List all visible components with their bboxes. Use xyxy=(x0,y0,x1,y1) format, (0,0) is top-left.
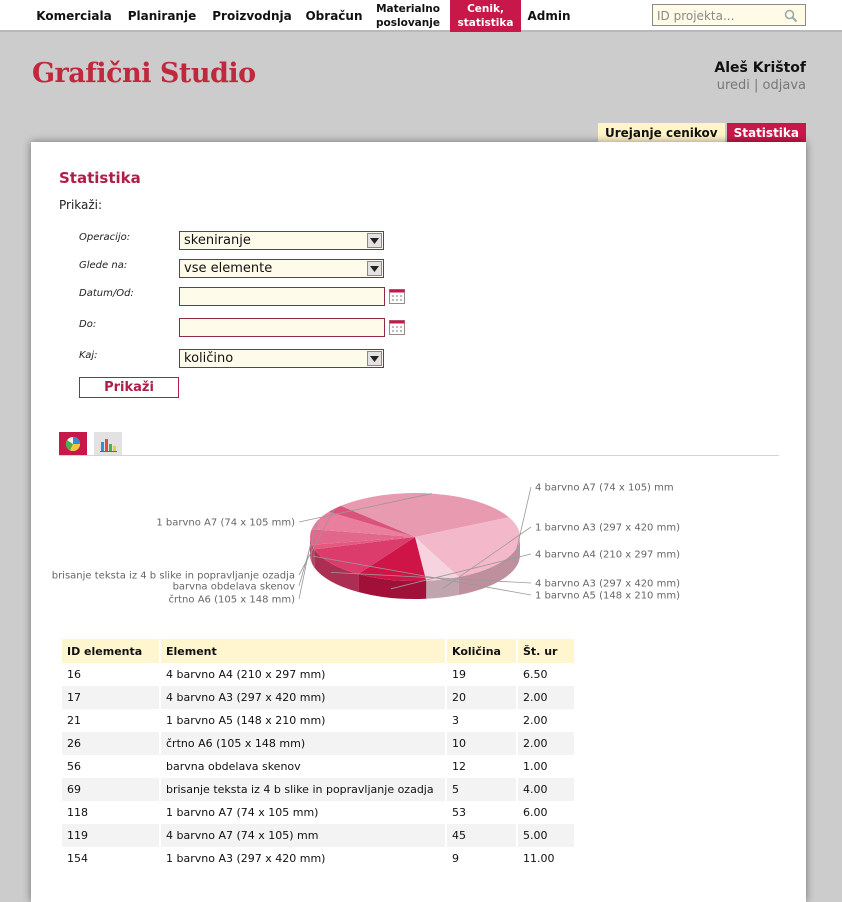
nav-komerciala[interactable]: Komerciala xyxy=(36,9,112,23)
nav-admin[interactable]: Admin xyxy=(527,9,571,23)
cell-hours: 2.00 xyxy=(518,686,574,709)
edit-profile-link[interactable]: uredi xyxy=(716,78,750,93)
cell-hours: 5.00 xyxy=(518,824,574,847)
user-links xyxy=(714,78,806,93)
calendar-icon[interactable] xyxy=(389,288,405,308)
pie-chart-icon xyxy=(64,435,82,453)
bar-chart-tab[interactable] xyxy=(94,432,122,455)
cell-hours: 4.00 xyxy=(518,778,574,801)
cell-quantity: 45 xyxy=(447,824,516,847)
cell-hours: 2.00 xyxy=(523,714,548,727)
table-header-row xyxy=(62,639,574,663)
nav-cenik-line1: Cenik, xyxy=(467,3,504,15)
cell-element: 4 barvno A7 (74 x 105) mm xyxy=(161,824,445,847)
user-box xyxy=(714,60,806,93)
cell-id: 118 xyxy=(67,806,88,819)
what-value: količino xyxy=(184,351,234,366)
bar-chart-icon xyxy=(99,436,117,452)
date-to-label: Do: xyxy=(79,319,97,330)
sub-tabs xyxy=(598,123,806,142)
chevron-down-icon xyxy=(367,261,382,276)
cell-id: 16 xyxy=(67,668,81,681)
pie-label: 1 barvno A5 (148 x 210 mm) xyxy=(535,590,680,602)
what-select[interactable] xyxy=(179,349,384,368)
by-select[interactable] xyxy=(179,259,384,278)
tab-urejanje-cenikov[interactable]: Urejanje cenikov xyxy=(598,123,725,142)
project-search xyxy=(652,4,806,26)
cell-quantity: 12 xyxy=(452,760,466,773)
cell-element: črtno A6 (105 x 148 mm) xyxy=(161,732,445,755)
cell-hours: 6.00 xyxy=(523,806,548,819)
col-element[interactable]: Element xyxy=(161,639,445,663)
pie-label: 4 barvno A4 (210 x 297 mm) xyxy=(535,549,680,561)
table-row xyxy=(62,709,574,732)
pie-label: brisanje teksta iz 4 b slike in popravljanje ozadja xyxy=(51,570,295,582)
cell-id: 154 xyxy=(67,852,88,865)
content-panel xyxy=(31,142,806,902)
calendar-icon[interactable] xyxy=(389,319,405,339)
col-id[interactable]: ID elementa xyxy=(62,639,159,663)
cell-quantity: 20 xyxy=(447,686,516,709)
table-row xyxy=(62,801,574,824)
nav-materialno-poslovanje[interactable] xyxy=(372,0,444,32)
project-id-input[interactable] xyxy=(653,6,777,26)
user-name: Aleš Krištof xyxy=(714,60,806,76)
pie-label: 4 barvno A7 (74 x 105) mm xyxy=(535,482,674,494)
operation-value: skeniranje xyxy=(184,233,251,248)
cell-element: 1 barvno A5 (148 x 210 mm) xyxy=(166,714,326,727)
cell-element: 1 barvno A7 (74 x 105 mm) xyxy=(166,806,319,819)
pie-chart-tab[interactable] xyxy=(59,432,87,455)
show-button[interactable]: Prikaži xyxy=(79,377,179,398)
nav-proizvodnja[interactable]: Proizvodnja xyxy=(212,9,292,23)
date-from-label: Datum/Od: xyxy=(79,288,134,299)
date-to-input[interactable] xyxy=(179,318,385,337)
cell-id: 17 xyxy=(62,686,159,709)
user-links-separator: | xyxy=(754,78,759,93)
cell-element: barvna obdelava skenov xyxy=(166,760,301,773)
nav-cenik-line2: statistika xyxy=(457,17,514,29)
table-row xyxy=(62,755,574,778)
what-label: Kaj: xyxy=(79,350,98,361)
table-row xyxy=(62,778,574,801)
cell-quantity: 53 xyxy=(452,806,466,819)
pie-label: 4 barvno A3 (297 x 420 mm) xyxy=(535,578,680,590)
operation-label: Operacijo: xyxy=(79,232,131,243)
table-row xyxy=(62,686,574,709)
cell-element: 4 barvno A4 (210 x 297 mm) xyxy=(166,668,326,681)
cell-element: brisanje teksta iz 4 b slike in popravljanje ozadja xyxy=(161,778,445,801)
cell-hours: 1.00 xyxy=(523,760,548,773)
table-row xyxy=(62,663,574,686)
pie-label: barvna obdelava skenov xyxy=(172,581,295,593)
table-row xyxy=(62,732,574,755)
chevron-down-icon xyxy=(367,351,382,366)
statistics-table xyxy=(60,639,576,870)
pie-label: 1 barvno A7 (74 x 105 mm) xyxy=(156,517,295,529)
by-label: Glede na: xyxy=(79,260,128,271)
col-quantity[interactable]: Količina xyxy=(447,639,516,663)
cell-id: 119 xyxy=(62,824,159,847)
cell-id: 69 xyxy=(62,778,159,801)
search-icon[interactable] xyxy=(784,8,798,27)
cell-quantity: 19 xyxy=(452,668,466,681)
operation-select[interactable] xyxy=(179,231,384,250)
nav-obracun[interactable]: Obračun xyxy=(305,9,363,23)
cell-hours: 6.50 xyxy=(523,668,548,681)
page-title: Statistika xyxy=(59,169,141,187)
chart-tabs-divider xyxy=(59,455,779,456)
cell-hours: 2.00 xyxy=(518,732,574,755)
table-row xyxy=(62,847,574,870)
show-label: Prikaži: xyxy=(59,198,103,212)
nav-materialno-line1: Materialno xyxy=(376,3,440,15)
cell-id: 56 xyxy=(67,760,81,773)
cell-quantity: 3 xyxy=(452,714,459,727)
by-value: vse elemente xyxy=(184,261,273,276)
cell-element: 1 barvno A3 (297 x 420 mm) xyxy=(166,852,326,865)
nav-planiranje[interactable]: Planiranje xyxy=(127,9,197,23)
cell-element: 4 barvno A3 (297 x 420 mm) xyxy=(161,686,445,709)
col-hours[interactable]: Št. ur xyxy=(518,639,574,663)
pie-label: 1 barvno A3 (297 x 420 mm) xyxy=(535,522,680,534)
pie-label: črtno A6 (105 x 148 mm) xyxy=(168,594,295,606)
cell-id: 26 xyxy=(62,732,159,755)
date-from-input[interactable] xyxy=(179,287,385,306)
cell-hours: 11.00 xyxy=(523,852,555,865)
cell-quantity: 10 xyxy=(447,732,516,755)
cell-id: 21 xyxy=(67,714,81,727)
cell-quantity: 9 xyxy=(452,852,459,865)
logout-link[interactable]: odjava xyxy=(762,78,806,93)
pie-chart xyxy=(31,462,806,622)
tab-statistika[interactable]: Statistika xyxy=(727,123,806,142)
pie-leader-line xyxy=(514,487,531,561)
table-row xyxy=(62,824,574,847)
brand-title: Grafični Studio xyxy=(32,58,256,89)
nav-cenik-statistika[interactable] xyxy=(450,0,521,32)
cell-quantity: 5 xyxy=(447,778,516,801)
top-nav xyxy=(0,0,842,32)
nav-materialno-line2: poslovanje xyxy=(376,17,440,29)
chevron-down-icon xyxy=(367,233,382,248)
